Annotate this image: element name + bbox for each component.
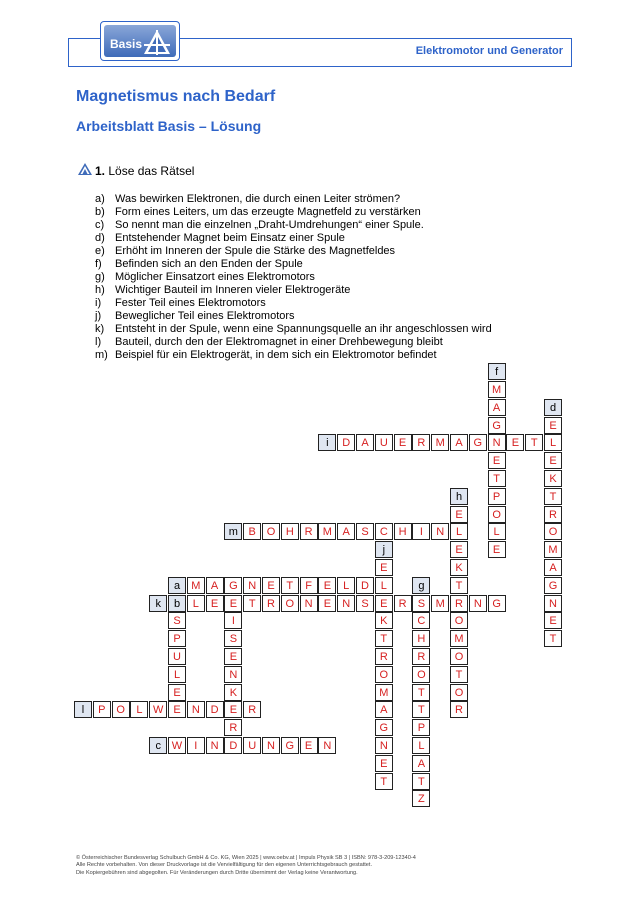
answer-cell[interactable]: R xyxy=(394,595,412,612)
answer-cell[interactable]: M xyxy=(375,684,393,701)
answer-cell[interactable]: A xyxy=(488,399,506,416)
answer-cell[interactable]: K xyxy=(450,559,468,576)
footer-line: Alle Rechte vorbehalten. Von dieser Druckvorlage ist die Vervielfältigung für den eigenen Unterrichtsgebrauch gestattet. xyxy=(76,862,373,869)
footer-line: © Österreichischer Bundesverlag Schulbuch GmbH & Co. KG, Wien 2025 | www.oebv.at | Impuls Physik SB 3 | ISBN: 978-3-209-12340-4 xyxy=(76,855,416,861)
answer-cell[interactable]: L xyxy=(337,577,355,594)
answer-cell[interactable]: L xyxy=(187,595,205,612)
answer-cell[interactable]: R xyxy=(375,648,393,665)
clue-text: Befinden sich an den Enden der Spule xyxy=(115,258,303,270)
answer-cell[interactable]: T xyxy=(544,630,562,647)
answer-cell[interactable]: W xyxy=(149,701,167,718)
answer-cell[interactable]: G xyxy=(469,434,487,451)
section-title: Elektromotor und Generator xyxy=(415,45,563,57)
answer-cell[interactable]: E xyxy=(224,648,242,665)
clue-label-cell: d xyxy=(544,399,562,416)
answer-cell[interactable]: G xyxy=(488,595,506,612)
clue-text: Wichtiger Bauteil im Inneren vieler Elektrogeräte xyxy=(115,284,351,296)
answer-cell[interactable]: E xyxy=(375,755,393,772)
answer-cell[interactable]: N xyxy=(243,577,261,594)
clue-key: l) xyxy=(95,336,102,348)
answer-cell[interactable]: U xyxy=(243,737,261,754)
answer-cell[interactable]: M xyxy=(544,541,562,558)
answer-cell[interactable]: L xyxy=(375,577,393,594)
answer-cell[interactable]: T xyxy=(375,630,393,647)
answer-cell[interactable]: E xyxy=(488,452,506,469)
answer-cell[interactable]: O xyxy=(450,684,468,701)
clue-label-cell: m xyxy=(224,523,242,540)
answer-cell[interactable]: T xyxy=(488,470,506,487)
answer-cell[interactable]: R xyxy=(412,648,430,665)
answer-cell[interactable]: L xyxy=(130,701,148,718)
answer-cell[interactable]: T xyxy=(281,577,299,594)
answer-cell[interactable]: K xyxy=(544,470,562,487)
answer-cell[interactable]: M xyxy=(187,577,205,594)
answer-cell[interactable]: I xyxy=(224,612,242,629)
clue-text: Möglicher Einsatzort eines Elektromotors xyxy=(115,271,315,283)
clue-label-cell: b xyxy=(168,595,186,612)
answer-cell[interactable]: L xyxy=(450,523,468,540)
page-title: Magnetismus nach Bedarf xyxy=(76,88,276,105)
clue-text: Bauteil, durch den der Elektromagnet in einer Drehbewegung bleibt xyxy=(115,336,443,348)
answer-cell[interactable]: L xyxy=(488,523,506,540)
clue-key: e) xyxy=(95,245,105,257)
clue-text: Fester Teil eines Elektromotors xyxy=(115,297,266,309)
answer-cell[interactable]: A xyxy=(337,523,355,540)
answer-cell[interactable]: N xyxy=(544,595,562,612)
answer-cell[interactable]: S xyxy=(356,523,374,540)
answer-cell[interactable]: T xyxy=(450,577,468,594)
clue-label-cell: h xyxy=(450,488,468,505)
answer-cell[interactable]: O xyxy=(281,595,299,612)
answer-cell[interactable]: G xyxy=(544,577,562,594)
answer-cell[interactable]: E xyxy=(450,541,468,558)
clue-key: g) xyxy=(95,271,105,283)
answer-cell[interactable]: E xyxy=(224,595,242,612)
clue-text: Entstehender Magnet beim Einsatz einer Spule xyxy=(115,232,345,244)
answer-cell[interactable]: T xyxy=(450,666,468,683)
answer-cell[interactable]: Z xyxy=(412,790,430,807)
answer-cell[interactable]: E xyxy=(375,559,393,576)
answer-cell[interactable]: O xyxy=(488,506,506,523)
clue-key: f) xyxy=(95,258,102,270)
answer-cell[interactable]: K xyxy=(224,684,242,701)
answer-cell[interactable]: S xyxy=(224,630,242,647)
answer-cell[interactable]: R xyxy=(450,701,468,718)
answer-cell[interactable]: N xyxy=(262,737,280,754)
answer-cell[interactable]: O xyxy=(450,648,468,665)
answer-cell[interactable]: M xyxy=(431,434,449,451)
answer-cell[interactable]: R xyxy=(262,595,280,612)
answer-cell[interactable]: F xyxy=(300,577,318,594)
answer-cell[interactable]: M xyxy=(318,523,336,540)
answer-cell[interactable]: L xyxy=(412,737,430,754)
footer xyxy=(76,855,416,877)
task-text: Löse das Rätsel xyxy=(108,164,195,178)
answer-cell[interactable]: E xyxy=(318,595,336,612)
answer-cell[interactable]: E xyxy=(488,541,506,558)
clue-text: Beispiel für ein Elektrogerät, in dem sich ein Elektromotor befindet xyxy=(115,349,437,361)
task-number: 1. xyxy=(95,164,106,178)
clue-label-cell: c xyxy=(149,737,167,754)
answer-cell[interactable]: D xyxy=(356,577,374,594)
answer-cell[interactable]: O xyxy=(375,666,393,683)
clue-label-cell: g xyxy=(412,577,430,594)
answer-cell[interactable]: S xyxy=(356,595,374,612)
answer-cell[interactable]: M xyxy=(450,630,468,647)
answer-cell[interactable]: A xyxy=(450,434,468,451)
footer-line: Die Kopiergebühren sind abgegolten. Für Veränderungen durch Dritte übernimmt der Verlag keine Verantwortung. xyxy=(76,869,358,876)
answer-cell[interactable]: N xyxy=(318,737,336,754)
clue-key: k) xyxy=(95,323,105,335)
answer-cell[interactable]: P xyxy=(412,719,430,736)
answer-cell[interactable]: O xyxy=(544,523,562,540)
answer-cell[interactable]: E xyxy=(318,577,336,594)
answer-cell[interactable]: E xyxy=(168,701,186,718)
answer-cell[interactable]: O xyxy=(112,701,130,718)
answer-cell[interactable]: S xyxy=(412,595,430,612)
answer-cell[interactable]: K xyxy=(375,612,393,629)
answer-cell[interactable]: T xyxy=(544,488,562,505)
answer-cell[interactable]: N xyxy=(431,523,449,540)
answer-cell[interactable]: M xyxy=(488,381,506,398)
answer-cell[interactable]: R xyxy=(224,719,242,736)
page-subtitle: Arbeitsblatt Basis – Lösung xyxy=(76,118,262,134)
answer-cell[interactable]: E xyxy=(224,701,242,718)
clue-label-cell: j xyxy=(375,541,393,558)
answer-cell[interactable]: G xyxy=(488,417,506,434)
answer-cell[interactable]: B xyxy=(243,523,261,540)
clue-key: c) xyxy=(95,219,105,231)
answer-cell[interactable]: L xyxy=(544,434,562,451)
answer-cell[interactable]: O xyxy=(412,666,430,683)
answer-cell[interactable]: E xyxy=(394,434,412,451)
answer-cell[interactable]: G xyxy=(224,577,242,594)
answer-cell[interactable]: T xyxy=(375,773,393,790)
answer-cell[interactable]: T xyxy=(243,595,261,612)
answer-cell[interactable]: O xyxy=(262,523,280,540)
answer-cell[interactable]: T xyxy=(412,773,430,790)
clue-text: Erhöht im Inneren der Spule die Stärke des Magnetfeldes xyxy=(115,245,396,257)
answer-cell[interactable]: T xyxy=(412,701,430,718)
answer-cell[interactable]: M xyxy=(431,595,449,612)
answer-cell[interactable]: L xyxy=(168,666,186,683)
answer-cell[interactable]: H xyxy=(412,630,430,647)
answer-cell[interactable]: N xyxy=(488,434,506,451)
answer-cell[interactable]: S xyxy=(168,612,186,629)
answer-cell[interactable]: D xyxy=(206,701,224,718)
clue-label-cell: f xyxy=(488,363,506,380)
answer-cell[interactable]: C xyxy=(412,612,430,629)
clue-key: m) xyxy=(95,349,108,361)
answer-cell[interactable]: D xyxy=(337,434,355,451)
answer-cell[interactable]: P xyxy=(488,488,506,505)
answer-cell[interactable]: P xyxy=(168,630,186,647)
answer-cell[interactable]: A xyxy=(544,559,562,576)
answer-cell[interactable]: E xyxy=(450,506,468,523)
clue-label-cell: i xyxy=(318,434,336,451)
answer-cell[interactable]: H xyxy=(281,523,299,540)
answer-cell[interactable]: N xyxy=(469,595,487,612)
answer-cell[interactable]: N xyxy=(337,595,355,612)
logo-text: Basis xyxy=(110,37,143,51)
answer-cell[interactable]: D xyxy=(224,737,242,754)
answer-cell[interactable]: A xyxy=(412,755,430,772)
clue-label-cell: a xyxy=(168,577,186,594)
answer-cell[interactable]: A xyxy=(375,701,393,718)
answer-cell[interactable]: R xyxy=(412,434,430,451)
answer-cell[interactable]: U xyxy=(375,434,393,451)
answer-cell[interactable]: N xyxy=(224,666,242,683)
answer-cell[interactable]: E xyxy=(206,595,224,612)
answer-cell[interactable]: O xyxy=(450,612,468,629)
clue-label-cell: l xyxy=(74,701,92,718)
answer-cell[interactable]: T xyxy=(412,684,430,701)
clue-key: h) xyxy=(95,284,105,296)
answer-cell[interactable]: P xyxy=(93,701,111,718)
answer-cell[interactable]: E xyxy=(544,452,562,469)
answer-cell[interactable]: I xyxy=(187,737,205,754)
answer-cell[interactable]: A xyxy=(206,577,224,594)
answer-cell[interactable]: G xyxy=(281,737,299,754)
answer-cell[interactable]: R xyxy=(450,595,468,612)
answer-cell[interactable]: H xyxy=(394,523,412,540)
answer-cell[interactable]: T xyxy=(525,434,543,451)
answer-cell[interactable]: E xyxy=(168,684,186,701)
clue-text: Entsteht in der Spule, wenn eine Spannungsquelle an ihr angeschlossen wird xyxy=(115,323,492,335)
clue-key: i) xyxy=(95,297,102,309)
answer-cell[interactable]: C xyxy=(375,523,393,540)
answer-cell[interactable]: N xyxy=(375,737,393,754)
clue-key: a) xyxy=(95,193,105,205)
answer-cell[interactable]: N xyxy=(206,737,224,754)
answer-cell[interactable]: E xyxy=(544,612,562,629)
clue-text: Was bewirken Elektronen, die durch einen Leiter strömen? xyxy=(115,193,401,205)
clue-text: Beweglicher Teil eines Elektromotors xyxy=(115,310,295,322)
clue-label-cell: k xyxy=(149,595,167,612)
clue-text: So nennt man die einzelnen „Draht-Umdrehungen“ einer Spule. xyxy=(115,219,424,231)
answer-cell[interactable]: A xyxy=(356,434,374,451)
answer-cell[interactable]: U xyxy=(168,648,186,665)
answer-cell[interactable]: G xyxy=(375,719,393,736)
answer-cell[interactable]: W xyxy=(168,737,186,754)
clue-key: d) xyxy=(95,232,105,244)
answer-cell[interactable]: E xyxy=(300,737,318,754)
answer-cell[interactable]: E xyxy=(506,434,524,451)
clue-key: j) xyxy=(95,310,102,322)
answer-cell[interactable]: N xyxy=(300,595,318,612)
answer-cell[interactable]: R xyxy=(243,701,261,718)
answer-cell[interactable]: E xyxy=(262,577,280,594)
clue-key: b) xyxy=(95,206,105,218)
answer-cell[interactable]: R xyxy=(544,506,562,523)
answer-cell[interactable]: N xyxy=(187,701,205,718)
answer-cell[interactable]: I xyxy=(412,523,430,540)
answer-cell[interactable]: R xyxy=(300,523,318,540)
answer-cell[interactable]: E xyxy=(375,595,393,612)
clue-text: Form eines Leiters, um das erzeugte Magnetfeld zu verstärken xyxy=(115,206,421,218)
answer-cell[interactable]: E xyxy=(544,417,562,434)
